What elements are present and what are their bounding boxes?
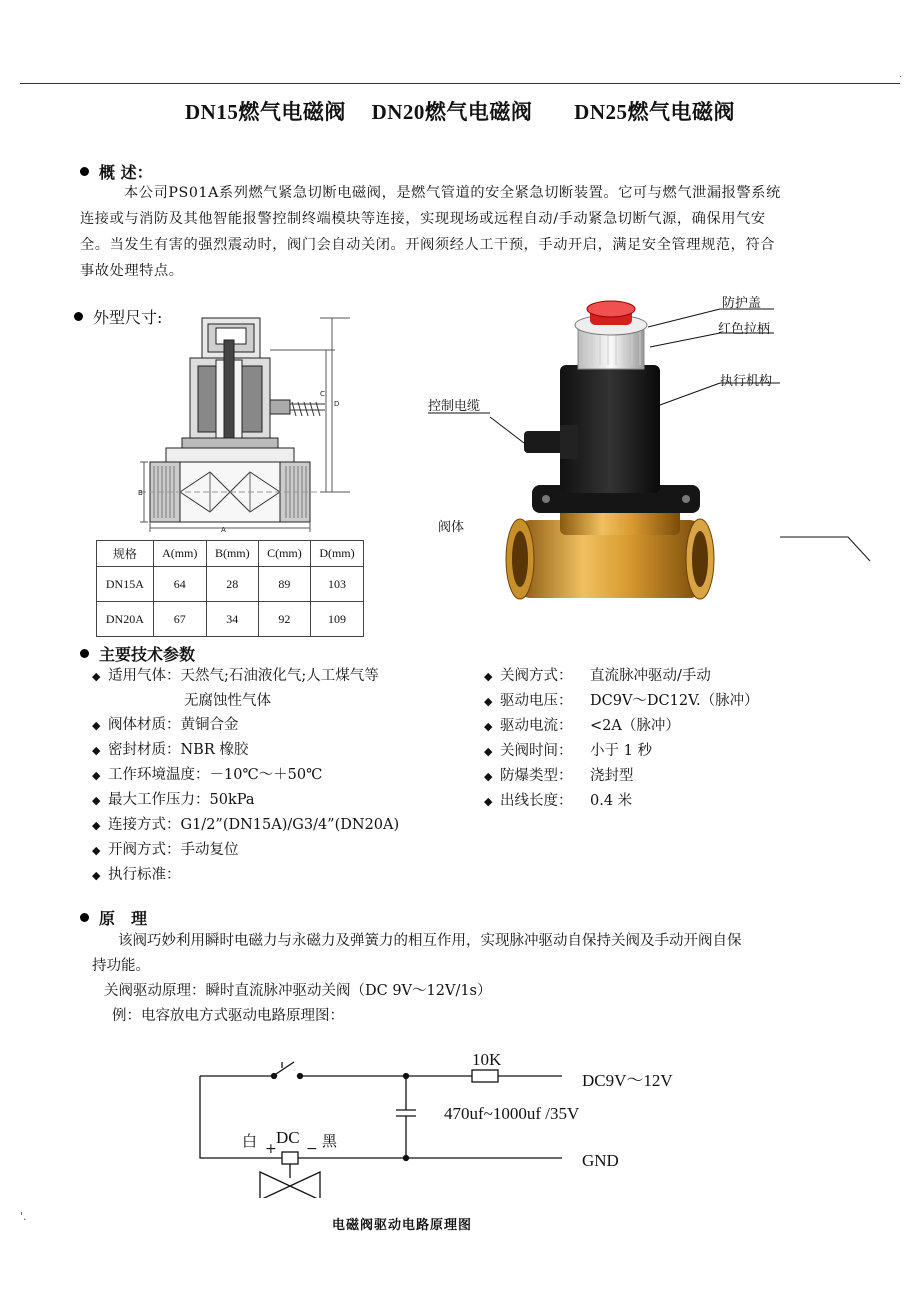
params-right-list: [484, 664, 759, 814]
bullet-icon: [74, 312, 83, 321]
dimension-table: [96, 540, 364, 637]
overview-heading: 概 述：: [80, 160, 153, 183]
table-header-cell: D(mm): [310, 541, 363, 567]
table-cell: 28: [206, 567, 258, 602]
dim-letter-c: C: [320, 390, 325, 398]
overview-line: 全。当发生有害的强烈震动时，阀门会自动关闭。开阀须经人工干预，手动开启，满足安全管理规范，符合: [80, 237, 776, 253]
param-item: ◆ 执行标准：: [92, 863, 399, 888]
title-dn25: DN25燃气电磁阀: [574, 100, 736, 124]
table-cell: DN15A: [97, 567, 154, 602]
overview-line: 本公司PS01A系列燃气紧急切断电磁阀，是燃气管道的安全紧急切断装置。它可与燃气泄漏报警系统: [124, 185, 781, 201]
title-dn15: DN15燃气电磁阀: [184, 100, 346, 124]
capacitor-label: 470uf~1000uf /35V: [444, 1104, 580, 1123]
resistor-label: 10K: [472, 1050, 502, 1069]
table-cell: 103: [310, 567, 363, 602]
label-valve-body: 阀体: [438, 520, 465, 535]
table-cell: 92: [258, 602, 310, 637]
diamond-icon: ◆: [92, 719, 101, 732]
param-item: ◆ 最大工作压力：50kPa: [92, 788, 399, 813]
diamond-icon: ◆: [92, 794, 101, 807]
switch-contact: [272, 1074, 277, 1079]
corner-mark: .: [899, 70, 902, 80]
circuit-caption: 电磁阀驱动电路原理图: [332, 1218, 473, 1233]
param-item: ◆ 密封材质：NBR 橡胶: [92, 738, 399, 763]
bullet-icon: [80, 913, 89, 922]
label-red-handle: 红色拉柄: [718, 322, 771, 337]
label-protective-cover: 防护盖: [722, 296, 762, 311]
bullet-icon: [80, 649, 89, 658]
overview-line: 事故处理特点。: [80, 263, 184, 279]
header-rule: [20, 83, 900, 84]
table-cell: 64: [153, 567, 206, 602]
diamond-icon: ◆: [92, 744, 101, 757]
table-header-cell: B(mm): [206, 541, 258, 567]
capacitor-symbol: [396, 1076, 416, 1158]
black-wire-label: 黑: [322, 1132, 338, 1150]
table-row: [97, 602, 364, 637]
bullet-icon: [80, 167, 89, 176]
title-dn20: DN20燃气电磁阀: [371, 100, 533, 124]
coil-symbol: [282, 1152, 298, 1164]
diamond-icon: ◆: [92, 819, 101, 832]
param-item: ◆ 工作环境温度：－10℃～＋50℃: [92, 763, 399, 788]
table-cell: 89: [258, 567, 310, 602]
valve-cross-section-drawing: [120, 310, 370, 535]
param-item-cont: 无腐蚀性气体: [184, 693, 271, 709]
resistor-symbol: [472, 1070, 498, 1082]
white-wire-label: 白: [242, 1132, 258, 1150]
gnd-label: GND: [582, 1151, 619, 1170]
diamond-icon: ◆: [484, 695, 493, 708]
principle-line: 该阀巧妙利用瞬时电磁力与永磁力及弹簧力的相互作用，实现脉冲驱动自保持关阀及手动开阀自保: [118, 933, 742, 949]
diamond-icon: ◆: [484, 795, 493, 808]
table-header-cell: A(mm): [153, 541, 206, 567]
dimensions-heading: 外型尺寸:: [74, 305, 162, 328]
param-item: ◆ 阀体材质：黄铜合金: [92, 713, 399, 738]
param-item: ◆ 连接方式：G1/2”(DN15A)/G3/4”(DN20A): [92, 813, 399, 838]
table-header-cell: C(mm): [258, 541, 310, 567]
dc-label: DC: [276, 1128, 300, 1147]
dim-letter-a: A: [221, 526, 226, 534]
dim-letter-d: D: [334, 400, 340, 408]
junction-dot: [404, 1074, 409, 1079]
param-item: ◆ 开阀方式：手动复位: [92, 838, 399, 863]
table-header-row: [97, 541, 364, 567]
param-item: ◆ 关阀时间： 小于 1 秒: [484, 739, 759, 764]
diamond-icon: ◆: [484, 745, 493, 758]
diamond-icon: ◆: [92, 844, 101, 857]
diamond-icon: ◆: [92, 869, 101, 882]
supply-label: DC9V～12V: [582, 1071, 673, 1090]
table-header-cell: 规格: [97, 541, 154, 567]
params-heading: 主要技术参数: [80, 642, 195, 665]
corner-mark-bottom: '.: [20, 1210, 27, 1223]
principle-text: [92, 929, 742, 1029]
params-left-list: [92, 664, 399, 888]
param-item: ◆ 驱动电流： <2A（脉冲）: [484, 714, 759, 739]
minus-sign: −: [306, 1141, 318, 1157]
dim-letter-b: B: [138, 489, 143, 497]
label-control-cable: 控制电缆: [428, 399, 481, 414]
table-cell: 34: [206, 602, 258, 637]
principle-line: 例：电容放电方式驱动电路原理图：: [112, 1008, 344, 1024]
label-actuator: 执行机构: [720, 374, 773, 389]
diamond-icon: ◆: [484, 770, 493, 783]
principle-heading: 原 理: [80, 906, 147, 929]
param-item: ◆ 驱动电压： DC9V～DC12V.（脉冲）: [484, 689, 759, 714]
principle-line: 关阀驱动原理：瞬时直流脉冲驱动关阀（DC 9V～12V/1s）: [104, 983, 492, 999]
param-item: ◆ 关阀方式： 直流脉冲驱动/手动: [484, 664, 759, 689]
page-title: [0, 96, 920, 126]
table-cell: DN20A: [97, 602, 154, 637]
switch-lever: [276, 1062, 294, 1074]
diamond-icon: ◆: [484, 720, 493, 733]
switch-contact: [298, 1074, 303, 1079]
overview-line: 连接或与消防及其他智能报警控制终端模块等连接，实现现场或远程自动/手动紧急切断气源，确保用气安: [80, 211, 766, 227]
valve-product-photo: [420, 285, 880, 615]
table-row: [97, 567, 364, 602]
param-item: ◆ 适用气体：天然气;石油液化气;人工煤气等: [92, 664, 399, 689]
diamond-icon: ◆: [92, 769, 101, 782]
overview-paragraph: [80, 180, 850, 284]
table-cell: 109: [310, 602, 363, 637]
param-item: ◆ 防爆类型： 浇封型: [484, 764, 759, 789]
plus-sign: +: [265, 1141, 277, 1157]
diamond-icon: ◆: [484, 670, 493, 683]
param-item: ◆ 出线长度： 0.4 米: [484, 789, 759, 814]
diamond-icon: ◆: [92, 670, 101, 683]
table-cell: 67: [153, 602, 206, 637]
principle-line: 持功能。: [92, 958, 150, 974]
